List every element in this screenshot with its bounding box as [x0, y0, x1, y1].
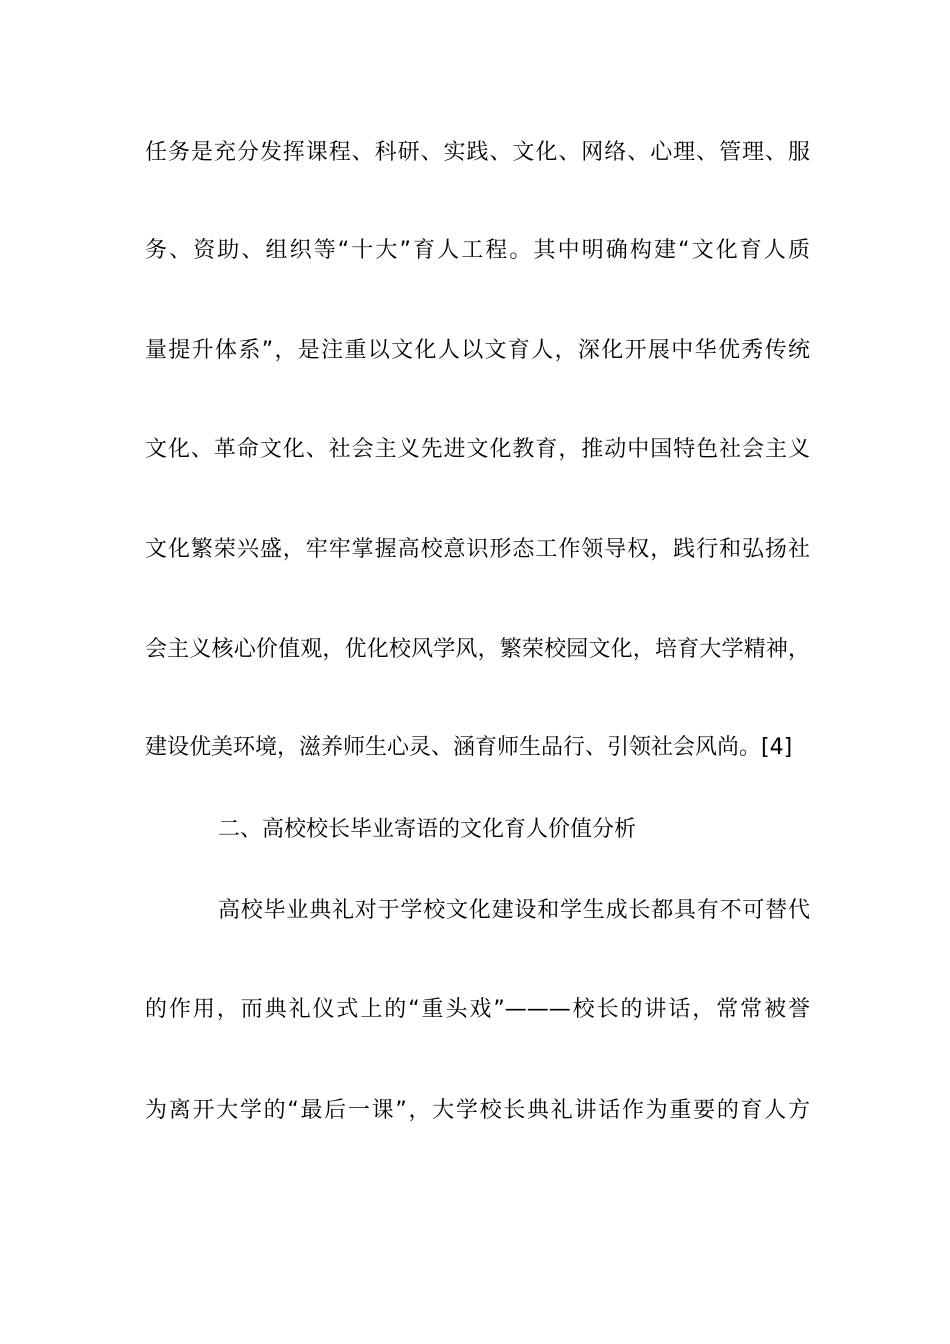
- paragraph-line: 会主义核心价值观，优化校风学风，繁荣校园文化，培育大学精神，: [145, 637, 810, 662]
- paragraph-line: 文化、革命文化、社会主义先进文化教育，推动中国特色社会主义: [145, 437, 810, 462]
- paragraph-line: 文化繁荣兴盛，牢牢掌握高校意识形态工作领导权，践行和弘扬社: [145, 537, 810, 562]
- paragraph-line: 量提升体系”，是注重以文化人以文育人，深化开展中华优秀传统: [145, 338, 810, 363]
- paragraph-line: 任务是充分发挥课程、科研、实践、文化、网络、心理、管理、服: [145, 140, 810, 165]
- paragraph-line: 务、资助、组织等“十大”育人工程。其中明确构建“文化育人质: [145, 238, 810, 263]
- paragraph-line: 为离开大学的“最后一课”，大学校长典礼讲话作为重要的育人方: [145, 1098, 810, 1123]
- paragraph-line: 的作用，而典礼仪式上的“重头戏”———校长的讲话，常常被誉: [145, 997, 810, 1022]
- section-heading: 二、高校校长毕业寄语的文化育人价值分析: [218, 817, 637, 842]
- paragraph-line: 建设优美环境，滋养师生心灵、涵育师生品行、引领社会风尚。[4]: [145, 735, 793, 760]
- paragraph-line: 高校毕业典礼对于学校文化建设和学生成长都具有不可替代: [218, 898, 810, 923]
